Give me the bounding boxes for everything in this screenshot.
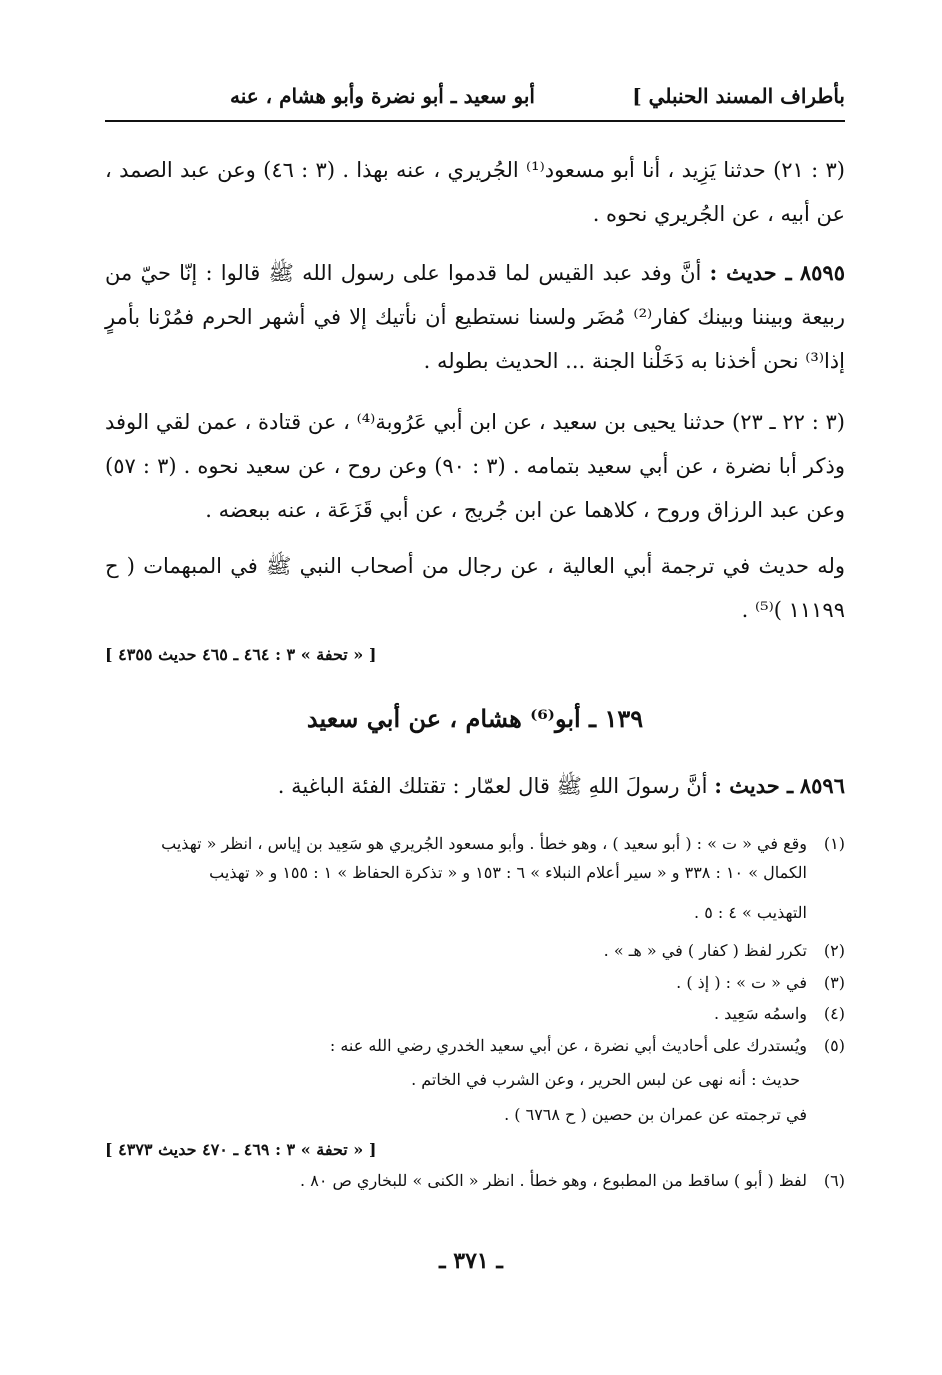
hadith-label: ـ حديث : bbox=[709, 260, 792, 285]
hadith-label: ـ حديث : bbox=[714, 773, 794, 798]
footnote-text: وقع في « ت » : ( أبو سعيد ) ، وهو خطأ . وأبو مسعود الجُريري هو سَعِيد بن إياس ، انظر « تهذيب bbox=[161, 834, 807, 853]
hadith-8595 bbox=[105, 251, 845, 383]
footnote-5-line-1 bbox=[105, 1032, 845, 1059]
page-number: ـ ٣٧١ ـ bbox=[439, 1248, 503, 1274]
footnote-number: (٣) bbox=[823, 973, 845, 992]
footnote-6 bbox=[105, 1167, 845, 1194]
footnote-text: واسمُه سَعِيد . bbox=[713, 1004, 807, 1023]
footnote-1-line-1 bbox=[105, 830, 845, 857]
footnote-number: (١) bbox=[823, 834, 845, 853]
hadith-text: أنَّ وفد عبد القيس لما قدموا على رسول الله ﷺ قالوا : إنّا حيّ من ربيعة وبيننا وبينك كفار⁽²⁾ مُضَر ولسنا نستطيع أن نأتيك إلا في أشهر الحرم فمُرْنا بأمرٍ إذا⁽³⁾ نحن أخذنا به دَخَلْنا الجنة ... الحديث بطوله . bbox=[105, 261, 845, 373]
footnote-1-line-3: التهذيب » ٤ : ٥ . bbox=[694, 903, 807, 922]
hadith-8596 bbox=[105, 764, 845, 808]
footnote-number: (٤) bbox=[823, 1004, 845, 1023]
footnote-text: لفظ ( أبو ) ساقط من المطبوع ، وهو خطأ . انظر « الكنى » للبخاري ص ٨٠ . bbox=[300, 1171, 807, 1190]
paragraph-chains-2: (٣ : ٢٢ ـ ٢٣) حدثنا يحيى بن سعيد ، عن ابن أبي عَرُوبة⁽⁴⁾ ، عن قتادة ، عمن لقي الوفد وذكر أبا نضرة ، عن أبي سعيد بتمامه . (٣ : ٩٠) وعن روح ، عن سعيد نحوه . (٣ : ٥٧) وعن عبد الرزاق وروح ، كلاهما عن ابن جُريج ، عن أبي قَزَعَة ، عنه ببعضه . bbox=[105, 410, 845, 522]
hadith-number: ٨٥٩٥ bbox=[799, 260, 845, 285]
hadith-number: ٨٥٩٦ bbox=[799, 773, 845, 798]
footnote-number: (٦) bbox=[823, 1171, 845, 1190]
hadith-text: أنَّ رسولَ اللهِ ﷺ قال لعمّار : تقتلك الفئة الباغية . bbox=[277, 774, 708, 798]
footnote-1-line-2: الكمال » ١٠ : ٣٣٨ و « سير أعلام النبلاء » ٦ : ١٥٣ و « تذكرة الحفاظ » ١ : ١٥٥ و « تهذيب bbox=[209, 863, 807, 882]
footnote-text: ويُستدرك على أحاديث أبي نضرة ، عن أبي سعيد الخدري رضي الله عنه : bbox=[329, 1036, 807, 1055]
paragraph-cross-reference: وله حديث في ترجمة أبي العالية ، عن رجال من أصحاب النبي ﷺ في المبهمات ( ح ١١١٩٩ )⁽⁵⁾ . bbox=[105, 554, 845, 622]
running-header bbox=[105, 84, 845, 122]
footnote-5-line-2: حديث : أنه نهى عن لبس الحرير ، وعن الشرب في الخاتم . bbox=[411, 1070, 800, 1089]
footnote-text: تكرر لفظ ( كفار ) في « هـ » . bbox=[603, 941, 807, 960]
paragraph-chains-1: (٣ : ٢١) حدثنا يَزِيد ، أنا أبو مسعود⁽¹⁾ الجُريري ، عنه بهذا . (٣ : ٤٦) وعن عبد الصمد ، عن أبيه ، عن الجُريري نحوه . bbox=[105, 158, 845, 226]
tuhfa-reference: [ « تحفة » ٣ : ٤٦٤ ـ ٤٦٥ حديث ٤٣٥٥ ] bbox=[105, 645, 377, 664]
chapter-heading: ١٣٩ ـ أبو⁽⁶⁾ هشام ، عن أبي سعيد bbox=[306, 704, 644, 733]
footnote-number: (٥) bbox=[823, 1036, 845, 1055]
header-section-title: أبو سعيد ـ أبو نضرة وأبو هشام ، عنه bbox=[230, 84, 535, 108]
footnote-5-line-3: في ترجمته عن عمران بن حصين ( ح ٦٧٦٨ ) . bbox=[504, 1105, 807, 1124]
footnote-3 bbox=[105, 969, 845, 996]
header-book-title: بأطراف المسند الحنبلي ] bbox=[632, 84, 845, 108]
footnote-text: في « ت » : ( إذ ) . bbox=[676, 973, 807, 992]
footnote-4 bbox=[105, 1000, 845, 1027]
footnote-number: (٢) bbox=[823, 941, 845, 960]
footnote-5-tuhfa: [ « تحفة » ٣ : ٤٦٩ ـ ٤٧٠ حديث ٤٣٧٣ ] bbox=[105, 1140, 377, 1159]
footnote-2 bbox=[105, 937, 845, 964]
footnotes bbox=[105, 825, 845, 1220]
